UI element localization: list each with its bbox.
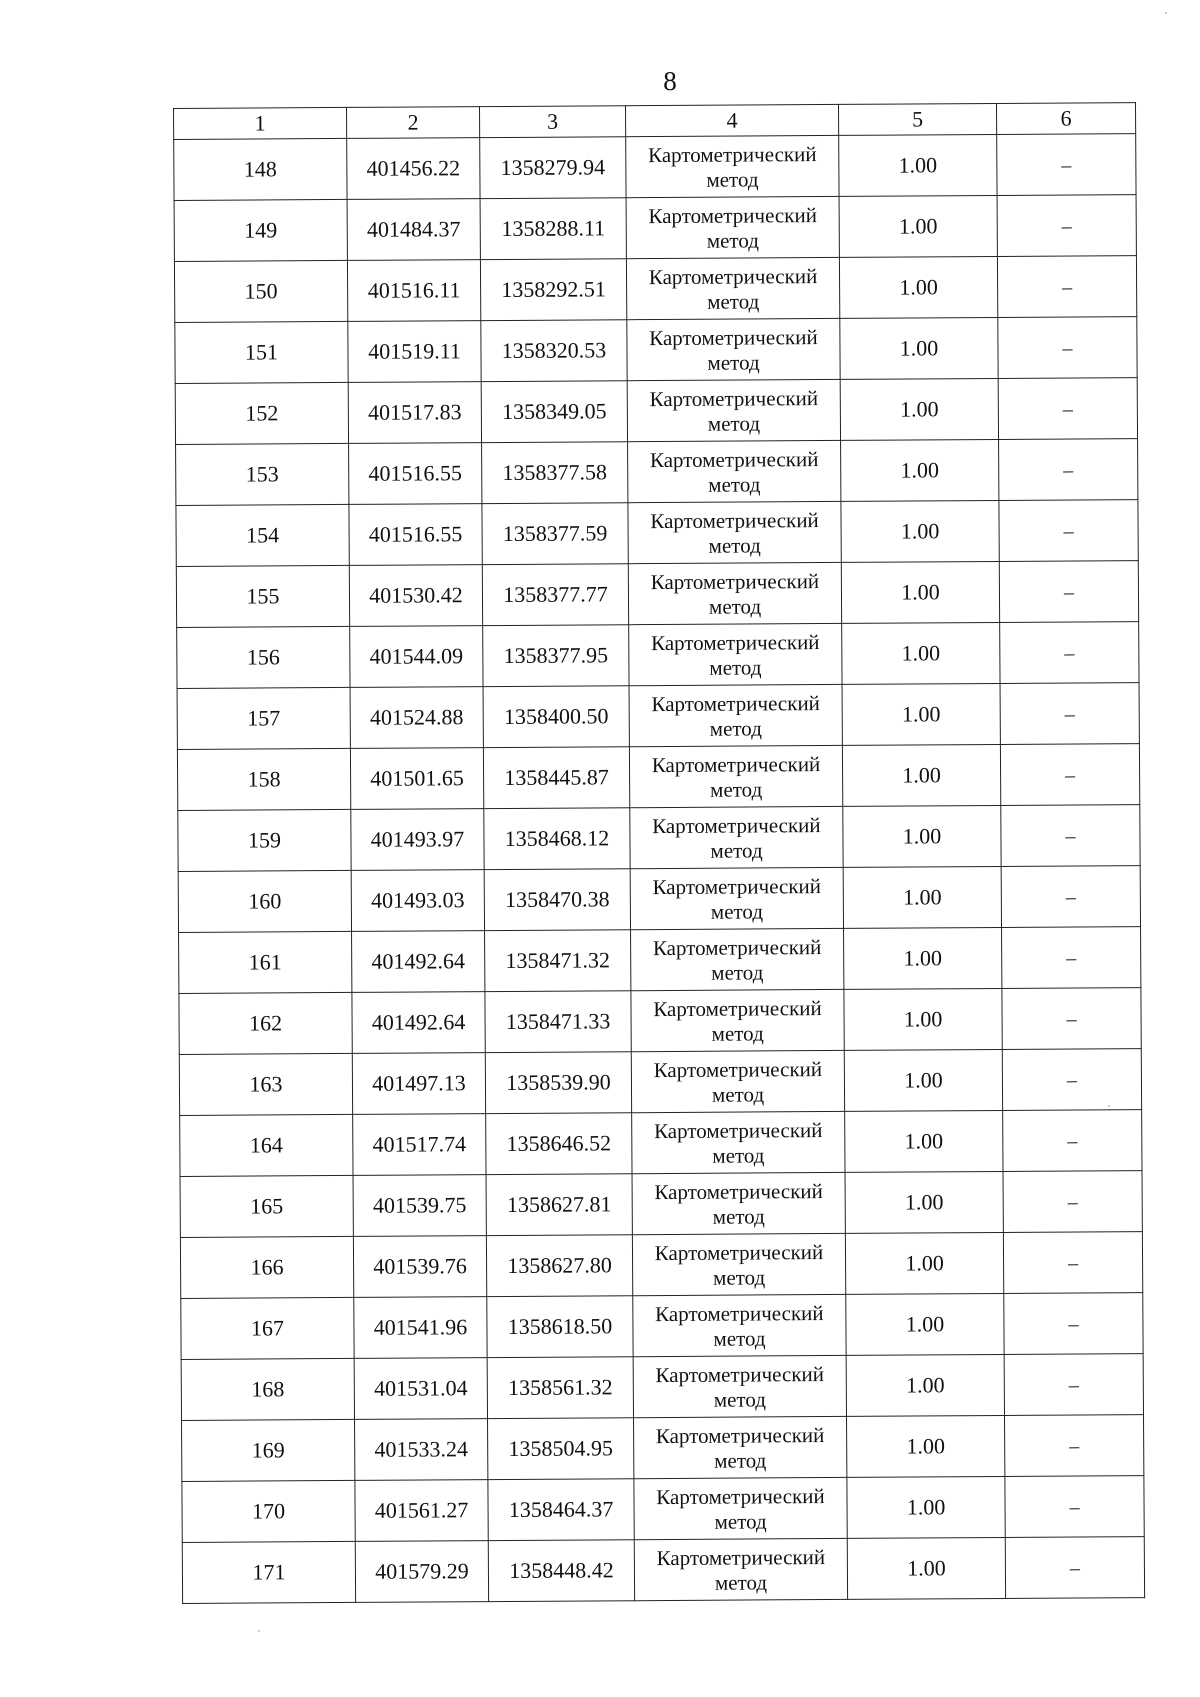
method-cell — [629, 745, 842, 807]
accuracy-cell: 1.00 — [845, 1171, 1003, 1233]
y-coordinate-cell: 1358377.77 — [482, 564, 628, 626]
point-number-cell: 148 — [174, 138, 347, 200]
scan-speck — [1165, 12, 1167, 14]
note-cell — [1004, 1293, 1143, 1355]
y-coordinate-cell: 1358471.33 — [485, 991, 631, 1053]
method-cell — [629, 623, 842, 685]
note-dash: – — [1067, 1190, 1078, 1214]
table-row — [181, 1354, 1143, 1421]
accuracy-cell: 1.00 — [839, 134, 997, 196]
accuracy-cell: 1.00 — [841, 500, 999, 562]
note-cell — [998, 317, 1137, 379]
y-coordinate-cell: 1358470.38 — [484, 869, 630, 931]
method-line: метод — [714, 1570, 768, 1595]
point-number-cell: 150 — [174, 260, 347, 322]
note-dash: – — [1069, 1434, 1080, 1458]
y-coordinate-cell: 1358468.12 — [484, 808, 630, 870]
accuracy-cell: 1.00 — [845, 1232, 1003, 1294]
method-cell — [630, 806, 843, 868]
point-number-cell: 153 — [176, 443, 349, 505]
method-line: метод — [711, 960, 764, 985]
point-number-cell: 157 — [177, 687, 350, 749]
note-cell — [999, 561, 1138, 623]
table-row — [180, 1171, 1142, 1238]
note-dash: – — [1064, 642, 1075, 665]
y-coordinate-cell: 1358504.95 — [488, 1418, 634, 1480]
method-line: Картометрический — [650, 569, 820, 595]
note-cell — [1000, 744, 1139, 806]
method-line: Картометрический — [653, 1057, 823, 1083]
method-line: метод — [713, 1326, 766, 1351]
table-row — [182, 1415, 1144, 1482]
accuracy-cell: 1.00 — [845, 1110, 1003, 1172]
method-line: Картометрический — [652, 813, 821, 839]
method-cell — [626, 135, 839, 197]
point-number-cell: 170 — [182, 1480, 355, 1542]
method-line: метод — [713, 1387, 767, 1412]
x-coordinate-cell: 401493.03 — [351, 870, 484, 932]
x-coordinate-cell: 401497.13 — [352, 1053, 485, 1115]
x-coordinate-cell: 401561.27 — [355, 1480, 488, 1542]
method-line: метод — [711, 1082, 765, 1107]
note-dash: – — [1063, 520, 1074, 543]
x-coordinate-cell: 401530.42 — [349, 565, 482, 627]
note-cell — [1005, 1476, 1144, 1538]
point-number-cell: 164 — [180, 1114, 353, 1176]
method-cell — [634, 1416, 847, 1478]
x-coordinate-cell: 401519.11 — [348, 321, 481, 383]
accuracy-cell: 1.00 — [842, 683, 1000, 745]
accuracy-cell: 1.00 — [841, 439, 999, 501]
method-cell — [634, 1538, 847, 1600]
accuracy-cell: 1.00 — [846, 1293, 1004, 1355]
point-number-cell: 162 — [179, 992, 352, 1054]
table-row — [182, 1476, 1144, 1543]
point-number-cell: 149 — [174, 199, 347, 261]
method-line: метод — [713, 1265, 766, 1290]
point-number-cell: 152 — [175, 382, 348, 444]
point-number-cell: 166 — [180, 1236, 353, 1298]
note-dash: – — [1062, 398, 1073, 421]
accuracy-cell: 1.00 — [843, 805, 1001, 867]
method-cell — [628, 562, 841, 624]
method-line: Картометрический — [655, 1362, 825, 1388]
note-cell — [1003, 1110, 1142, 1172]
method-line: Картометрический — [656, 1545, 826, 1571]
y-coordinate-cell: 1358618.50 — [487, 1296, 633, 1358]
accuracy-cell: 1.00 — [847, 1537, 1005, 1599]
method-line: Картометрический — [652, 874, 822, 900]
method-line: Картометрический — [654, 1240, 824, 1266]
accuracy-cell: 1.00 — [844, 927, 1002, 989]
y-coordinate-cell: 1358539.90 — [485, 1052, 631, 1114]
table-row — [179, 988, 1141, 1055]
y-coordinate-cell: 1358288.11 — [480, 198, 626, 260]
point-number-cell: 160 — [178, 870, 351, 932]
note-dash: – — [1068, 1312, 1079, 1336]
accuracy-cell: 1.00 — [842, 744, 1000, 806]
accuracy-cell: 1.00 — [839, 195, 997, 257]
x-coordinate-cell: 401524.88 — [350, 687, 483, 749]
method-line: метод — [712, 1204, 765, 1229]
y-coordinate-cell: 1358627.80 — [486, 1235, 632, 1297]
method-cell — [627, 379, 840, 441]
point-number-cell: 155 — [176, 565, 349, 627]
x-coordinate-cell: 401516.55 — [349, 443, 482, 505]
table-row — [177, 744, 1139, 811]
note-dash: – — [1063, 581, 1075, 604]
method-line: метод — [707, 350, 760, 375]
table-row — [176, 561, 1138, 628]
y-coordinate-cell: 1358279.94 — [480, 137, 626, 199]
table-row — [180, 1232, 1142, 1299]
note-dash: – — [1065, 885, 1076, 909]
note-dash: – — [1062, 276, 1073, 299]
method-cell — [627, 318, 840, 380]
note-dash: – — [1068, 1373, 1079, 1397]
method-line: метод — [708, 533, 761, 558]
method-line: метод — [710, 838, 763, 863]
accuracy-cell: 1.00 — [847, 1415, 1005, 1477]
method-cell — [631, 928, 844, 990]
note-cell — [997, 134, 1136, 196]
y-coordinate-cell: 1358445.87 — [483, 747, 629, 809]
note-cell — [998, 378, 1137, 440]
table-row — [179, 1049, 1141, 1116]
x-coordinate-cell: 401493.97 — [351, 809, 484, 871]
method-line: метод — [711, 1021, 764, 1046]
point-number-cell: 165 — [180, 1175, 353, 1237]
note-dash: – — [1069, 1495, 1080, 1519]
accuracy-cell: 1.00 — [844, 1049, 1002, 1111]
note-cell — [1001, 805, 1140, 867]
y-coordinate-cell: 1358464.37 — [488, 1479, 634, 1541]
method-line: метод — [708, 594, 762, 619]
x-coordinate-cell: 401484.37 — [347, 199, 480, 261]
point-number-cell: 168 — [181, 1358, 354, 1420]
table-row — [176, 439, 1138, 506]
x-coordinate-cell: 401516.55 — [349, 504, 482, 566]
note-cell — [1003, 1171, 1142, 1233]
x-coordinate-cell: 401541.96 — [354, 1297, 487, 1359]
y-coordinate-cell: 1358377.95 — [483, 625, 629, 687]
accuracy-cell: 1.00 — [841, 561, 999, 623]
table-body — [174, 103, 1145, 1604]
y-coordinate-cell: 1358448.42 — [488, 1540, 634, 1602]
point-number-cell: 159 — [178, 809, 351, 871]
y-coordinate-cell: 1358292.51 — [480, 259, 626, 321]
method-cell — [632, 1233, 845, 1295]
x-coordinate-cell: 401501.65 — [350, 748, 483, 810]
x-coordinate-cell: 401516.11 — [347, 260, 480, 322]
accuracy-cell: 1.00 — [847, 1476, 1005, 1538]
accuracy-cell: 1.00 — [846, 1354, 1004, 1416]
point-number-cell: 156 — [177, 626, 350, 688]
method-line: Картометрический — [648, 264, 818, 290]
page-number: 8 — [663, 66, 677, 96]
note-dash: – — [1065, 825, 1076, 848]
method-line: Картометрический — [650, 630, 820, 656]
accuracy-cell: 1.00 — [843, 866, 1001, 928]
point-number-cell: 154 — [176, 504, 349, 566]
method-cell — [630, 867, 843, 929]
x-coordinate-cell: 401539.76 — [353, 1236, 486, 1298]
method-line: Картометрический — [650, 508, 819, 534]
method-line: Картометрический — [651, 691, 820, 717]
method-cell — [633, 1294, 846, 1356]
method-line: Картометрический — [649, 447, 819, 473]
point-number-cell: 167 — [181, 1297, 354, 1359]
method-line: Картометрический — [651, 752, 821, 778]
note-dash: – — [1062, 337, 1073, 360]
note-cell — [1001, 866, 1140, 928]
table-row — [174, 134, 1136, 201]
method-cell — [628, 501, 841, 563]
table-row — [181, 1293, 1143, 1360]
method-cell — [631, 1050, 844, 1112]
point-number-cell: 161 — [179, 931, 352, 993]
coordinates-table — [173, 102, 1145, 1604]
method-line: метод — [709, 716, 762, 741]
method-line: метод — [710, 777, 763, 802]
method-line: метод — [706, 228, 759, 253]
accuracy-cell: 1.00 — [840, 317, 998, 379]
x-coordinate-cell: 401579.29 — [355, 1541, 488, 1603]
method-line: Картометрический — [653, 1118, 823, 1144]
note-cell — [1005, 1537, 1144, 1599]
accuracy-cell: 1.00 — [839, 256, 997, 318]
method-line: метод — [707, 289, 760, 314]
note-cell — [1000, 683, 1139, 745]
note-cell — [1004, 1354, 1143, 1416]
note-dash: – — [1063, 459, 1074, 482]
table-row — [178, 866, 1140, 933]
note-dash: – — [1061, 154, 1072, 177]
method-cell — [632, 1111, 845, 1173]
note-cell — [1002, 988, 1141, 1050]
table-row — [176, 500, 1138, 567]
table-row — [175, 378, 1137, 445]
note-dash: – — [1061, 215, 1072, 238]
column-header-4: 4 — [625, 104, 838, 136]
y-coordinate-cell: 1358561.32 — [487, 1357, 633, 1419]
accuracy-cell: 1.00 — [842, 622, 1000, 684]
y-coordinate-cell: 1358400.50 — [483, 686, 629, 748]
method-line: метод — [706, 167, 759, 192]
y-coordinate-cell: 1358349.05 — [481, 381, 627, 443]
method-cell — [631, 989, 844, 1051]
scan-speck — [258, 1630, 260, 1632]
method-line: метод — [714, 1448, 767, 1473]
x-coordinate-cell: 401492.64 — [352, 931, 485, 993]
y-coordinate-cell: 1358377.59 — [482, 503, 628, 565]
method-cell — [634, 1477, 847, 1539]
table-row — [182, 1537, 1144, 1604]
x-coordinate-cell: 401517.83 — [348, 382, 481, 444]
method-line: метод — [714, 1509, 767, 1534]
note-dash: – — [1066, 946, 1077, 970]
y-coordinate-cell: 1358627.81 — [486, 1174, 632, 1236]
y-coordinate-cell: 1358471.32 — [485, 930, 631, 992]
method-cell — [628, 440, 841, 502]
x-coordinate-cell: 401456.22 — [347, 138, 480, 200]
point-number-cell: 169 — [182, 1419, 355, 1481]
point-number-cell: 158 — [177, 748, 350, 810]
method-line: Картометрический — [653, 996, 822, 1022]
x-coordinate-cell: 401533.24 — [355, 1419, 488, 1481]
x-coordinate-cell: 401531.04 — [354, 1358, 487, 1420]
note-dash: – — [1068, 1251, 1079, 1275]
method-line: Картометрический — [649, 386, 819, 412]
note-cell — [1002, 1049, 1141, 1111]
table-row — [174, 195, 1136, 262]
note-cell — [1005, 1415, 1144, 1477]
accuracy-cell: 1.00 — [844, 988, 1002, 1050]
table-row — [178, 805, 1140, 872]
table-row — [177, 622, 1139, 689]
method-line: Картометрический — [647, 142, 817, 168]
method-line: метод — [707, 411, 761, 436]
method-line: метод — [710, 899, 764, 924]
table-row — [174, 256, 1136, 323]
note-cell — [997, 256, 1136, 318]
note-dash: – — [1065, 764, 1076, 787]
method-line: Картометрический — [656, 1484, 825, 1510]
table-row — [177, 683, 1139, 750]
column-header-6: 6 — [996, 103, 1135, 135]
table-row — [180, 1110, 1142, 1177]
method-line: Картометрический — [655, 1423, 825, 1449]
y-coordinate-cell: 1358377.58 — [482, 442, 628, 504]
point-number-cell: 151 — [175, 321, 348, 383]
method-line: Картометрический — [654, 1179, 823, 1205]
column-header-2: 2 — [346, 107, 479, 139]
y-coordinate-cell: 1358320.53 — [481, 320, 627, 382]
note-dash: – — [1066, 1068, 1078, 1092]
method-cell — [632, 1172, 845, 1234]
point-number-cell: 163 — [179, 1053, 352, 1115]
method-line: Картометрический — [649, 325, 818, 351]
accuracy-cell: 1.00 — [840, 378, 998, 440]
method-line: метод — [708, 472, 761, 497]
method-line: Картометрический — [648, 203, 817, 229]
method-line: метод — [712, 1143, 765, 1168]
x-coordinate-cell: 401544.09 — [350, 626, 483, 688]
point-number-cell: 171 — [182, 1541, 355, 1603]
method-cell — [629, 684, 842, 746]
table-row — [175, 317, 1137, 384]
note-cell — [997, 195, 1136, 257]
note-dash: – — [1069, 1556, 1081, 1580]
x-coordinate-cell: 401539.75 — [353, 1175, 486, 1237]
note-dash: – — [1067, 1129, 1078, 1153]
note-dash: – — [1064, 703, 1075, 726]
method-line: Картометрический — [655, 1301, 824, 1327]
method-cell — [626, 196, 839, 258]
scan-speck — [1108, 1105, 1110, 1107]
method-cell — [633, 1355, 846, 1417]
x-coordinate-cell: 401517.74 — [353, 1114, 486, 1176]
note-cell — [999, 439, 1138, 501]
column-header-1: 1 — [174, 107, 347, 139]
x-coordinate-cell: 401492.64 — [352, 992, 485, 1054]
note-cell — [1002, 927, 1141, 989]
method-line: метод — [709, 655, 762, 680]
method-cell — [626, 257, 839, 319]
column-header-5: 5 — [838, 103, 996, 135]
column-header-3: 3 — [479, 106, 625, 138]
method-line: Картометрический — [652, 935, 822, 961]
table-row — [179, 927, 1141, 994]
y-coordinate-cell: 1358646.52 — [486, 1113, 632, 1175]
note-cell — [1003, 1232, 1142, 1294]
note-cell — [999, 500, 1138, 562]
note-cell — [1000, 622, 1139, 684]
note-dash: – — [1066, 1007, 1077, 1031]
